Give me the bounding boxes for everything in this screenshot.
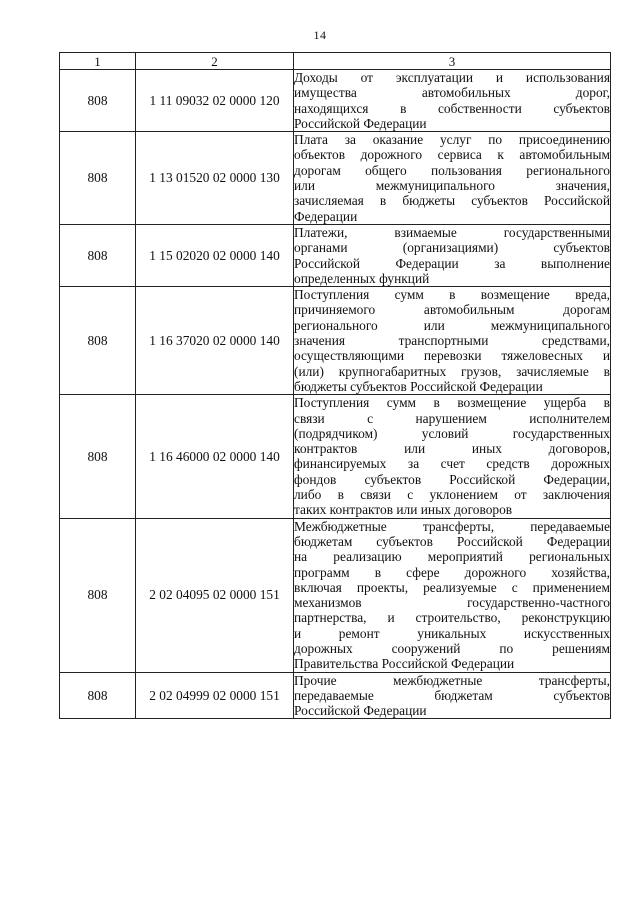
kbk-code-cell: 1 15 02020 02 0000 140 <box>136 224 294 286</box>
header-row <box>60 53 611 70</box>
admin-code-cell: 808 <box>60 70 136 132</box>
description-line: Федерации <box>294 208 358 224</box>
description-line: бюджеты субъектов Российской Федерации <box>294 378 543 394</box>
description-line: фондов субъектов Российской Федерации, <box>294 471 610 487</box>
kbk-code-cell: 1 13 01520 02 0000 130 <box>136 132 294 225</box>
description-line: Российской Федерации <box>294 115 427 131</box>
description-cell <box>294 395 611 518</box>
description-line: Российской Федерации за выполнение <box>294 255 610 271</box>
description-line: бюджетам субъектов Российской Федерации <box>294 533 610 549</box>
description-line: Российской Федерации <box>294 703 427 719</box>
admin-code-cell: 808 <box>60 395 136 518</box>
description-line: программ в сфере дорожного хозяйства, <box>294 564 610 580</box>
page-number: 14 <box>313 28 327 42</box>
description-line: значения транспортными средствами, <box>294 333 610 349</box>
description-line: определенных функций <box>294 270 430 286</box>
revenue-codes-table <box>59 52 611 719</box>
header-col-1: 1 <box>60 53 136 70</box>
description-line: дорогам общего пользования регионального <box>294 162 610 178</box>
description-line: Поступления сумм в возмещение вреда, <box>294 287 610 303</box>
description-line: партнерства, и строительство, реконструкцию <box>294 610 610 626</box>
kbk-code-cell: 1 16 37020 02 0000 140 <box>136 287 294 395</box>
description-line: связи с нарушением исполнителем <box>294 410 610 426</box>
table-row <box>60 224 611 286</box>
description-line: регионального или межмуниципального <box>294 317 610 333</box>
description-line: либо в связи с уклонением от заключения <box>294 487 610 503</box>
description-line: контрактов или иных договоров, <box>294 441 610 457</box>
description-line: на реализацию мероприятий региональных <box>294 549 610 565</box>
description-line: Плата за оказание услуг по присоединению <box>294 132 610 148</box>
header-col-3: 3 <box>294 53 611 70</box>
description-cell <box>294 672 611 719</box>
description-line: Поступления сумм в возмещение ущерба в <box>294 395 610 411</box>
description-line: Межбюджетные трансферты, передаваемые <box>294 518 610 534</box>
table-row <box>60 518 611 672</box>
description-cell <box>294 132 611 225</box>
description-line: органами (организациями) субъектов <box>294 240 610 256</box>
admin-code-cell: 808 <box>60 672 136 719</box>
table-row <box>60 70 611 132</box>
description-cell <box>294 518 611 672</box>
admin-code-cell: 808 <box>60 287 136 395</box>
description-line: осуществляющими перевозки тяжеловесных и <box>294 348 610 364</box>
kbk-code-cell: 2 02 04095 02 0000 151 <box>136 518 294 672</box>
description-cell <box>294 287 611 395</box>
description-line: или межмуниципального значения, <box>294 178 610 194</box>
description-line: Платежи, взимаемые государственными <box>294 224 610 240</box>
description-line: Прочие межбюджетные трансферты, <box>294 672 610 688</box>
kbk-code-cell: 1 16 46000 02 0000 140 <box>136 395 294 518</box>
kbk-code-cell: 1 11 09032 02 0000 120 <box>136 70 294 132</box>
description-line: дорожных сооружений по решениям <box>294 640 610 656</box>
kbk-code-cell: 2 02 04999 02 0000 151 <box>136 672 294 719</box>
description-cell <box>294 70 611 132</box>
description-line: таких контрактов или иных договоров <box>294 502 513 518</box>
description-line: (или) крупногабаритных грузов, зачисляемые в <box>294 363 610 379</box>
table-row <box>60 287 611 395</box>
description-line: включая проекты, реализуемые с применением <box>294 579 610 595</box>
table-row <box>60 132 611 225</box>
description-line: имущества автомобильных дорог, <box>294 85 610 101</box>
description-line: передаваемые бюджетам субъектов <box>294 687 610 703</box>
description-line: причиняемого автомобильным дорогам <box>294 302 610 318</box>
description-line: механизмов государственно-частного <box>294 595 610 611</box>
admin-code-cell: 808 <box>60 224 136 286</box>
table-header <box>60 53 611 70</box>
description-line: Доходы от эксплуатации и использования <box>294 70 610 85</box>
header-col-2: 2 <box>136 53 294 70</box>
description-cell <box>294 224 611 286</box>
admin-code-cell: 808 <box>60 132 136 225</box>
description-line: зачисляемая в бюджеты субъектов Российской <box>294 193 610 209</box>
description-line: находящихся в собственности субъектов <box>294 100 610 116</box>
description-line: Правительства Российской Федерации <box>294 656 515 672</box>
description-line: (подрядчиком) условий государственных <box>294 425 610 441</box>
table-body <box>60 70 611 719</box>
admin-code-cell: 808 <box>60 518 136 672</box>
description-line: финансируемых за счет средств дорожных <box>294 456 610 472</box>
description-line: и ремонт уникальных искусственных <box>294 625 610 641</box>
table-row <box>60 395 611 518</box>
description-line: объектов дорожного сервиса к автомобильным <box>294 147 610 163</box>
table-row <box>60 672 611 719</box>
